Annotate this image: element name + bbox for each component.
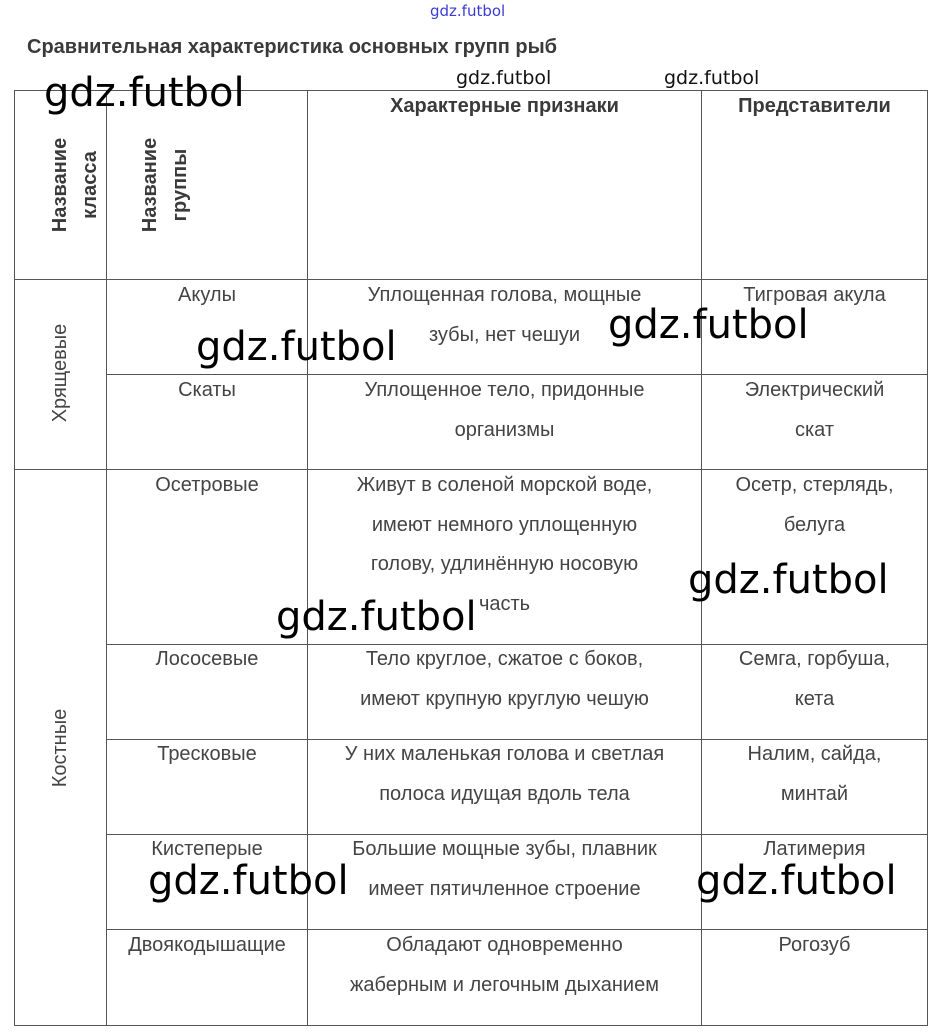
class-bony: Костные	[49, 708, 71, 788]
group-name: Лососевые	[155, 648, 259, 670]
header-group-name: Название	[139, 137, 161, 233]
representatives-cell: Тигровая акула	[743, 284, 886, 306]
header-group-name: группы	[169, 148, 191, 222]
representatives-cell: Электрический скат	[744, 379, 885, 441]
page-title: Сравнительная характеристика основных групп рыб	[27, 36, 558, 58]
features-cell: У них маленькая голова и светлая полоса идущая вдоль тела	[344, 743, 665, 805]
watermark-small: gdz.futbol	[456, 67, 552, 89]
watermark-large: gdz.futbol	[696, 858, 897, 904]
features-cell: Уплощенная голова, мощные зубы, нет чешуи	[367, 284, 642, 346]
representatives-cell: Налим, сайда, минтай	[747, 743, 882, 805]
watermark-large: gdz.futbol	[688, 557, 889, 603]
watermark-large: gdz.futbol	[148, 858, 349, 904]
features-cell: Тело круглое, сжатое с боков, имеют крупную круглую чешую	[360, 648, 649, 710]
representatives-cell: Осетр, стерлядь, белуга	[735, 474, 894, 536]
watermark-small: gdz.futbol	[664, 67, 760, 89]
representatives-cell: Рогозуб	[778, 934, 851, 956]
group-name: Скаты	[178, 379, 236, 401]
watermark-large: gdz.futbol	[608, 302, 809, 348]
top-watermark: gdz.futbol	[430, 2, 506, 20]
features-cell: Большие мощные зубы, плавник имеет пятичленное строение	[352, 838, 657, 900]
group-name: Кистеперые	[151, 838, 263, 860]
representatives-cell: Семга, горбуша, кета	[738, 648, 891, 710]
header-representatives: Представители	[738, 95, 891, 117]
representatives-cell: Латимерия	[763, 838, 866, 860]
features-cell: Уплощенное тело, придонные организмы	[364, 379, 645, 441]
group-name: Акулы	[178, 284, 236, 306]
header-class-name: класса	[79, 151, 101, 219]
group-name: Тресковые	[157, 743, 257, 765]
group-name: Осетровые	[155, 474, 259, 496]
group-name: Двоякодышащие	[128, 934, 286, 956]
header-class-name: Название	[49, 137, 71, 233]
watermark-large: gdz.futbol	[276, 594, 477, 640]
watermark-large: gdz.futbol	[44, 70, 245, 116]
class-cartilaginous: Хрящевые	[49, 323, 71, 423]
watermark-large: gdz.futbol	[196, 324, 397, 370]
features-cell: Обладают одновременно жаберным и легочным дыханием	[350, 934, 659, 996]
header-features: Характерные признаки	[390, 95, 619, 117]
features-cell: Живут в соленой морской воде, имеют немного уплощенную голову, удлинённую носовую часть	[356, 474, 653, 615]
